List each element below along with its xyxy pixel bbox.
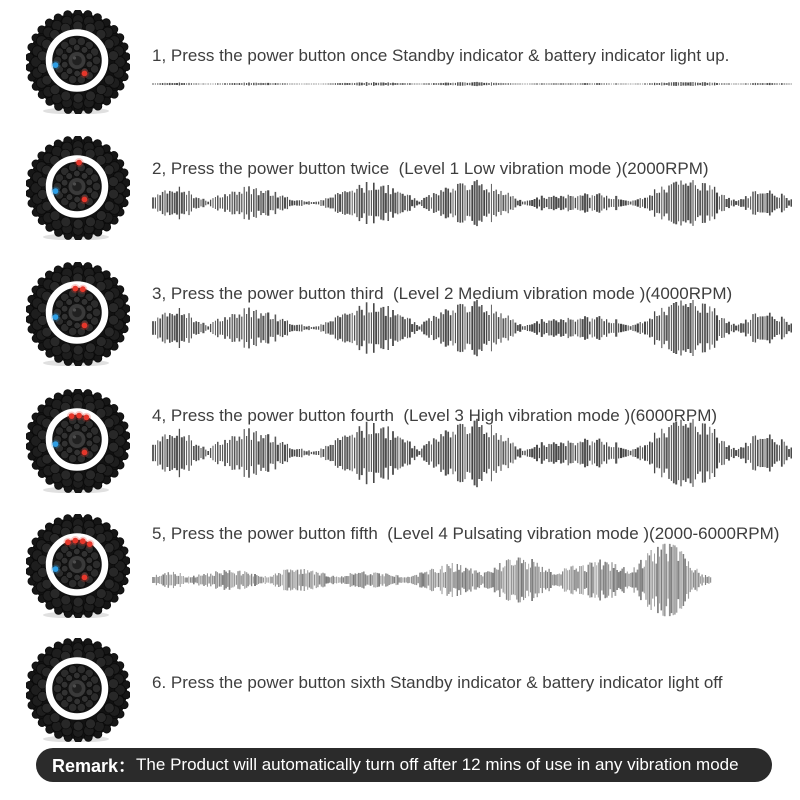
step-content bbox=[152, 260, 794, 362]
step-5-instruction: 5, Press the power button fifth (Level 4 Pulsating vibration mode )(2000-6000RPM) bbox=[152, 524, 780, 543]
instruction-row-3 bbox=[26, 260, 794, 366]
massage-ball-image bbox=[26, 262, 130, 366]
step-content bbox=[152, 512, 794, 622]
vibration-waveform-medium bbox=[152, 294, 792, 362]
step-content bbox=[152, 134, 794, 232]
remark-label: Remark： bbox=[52, 756, 137, 776]
massage-ball-image bbox=[26, 638, 130, 742]
vibration-waveform-low bbox=[152, 174, 792, 232]
step-4-instruction: 4, Press the power button fourth (Level 3 High vibration mode )(6000RPM) bbox=[152, 406, 718, 425]
step-2-instruction: 2, Press the power button twice (Level 1 Low vibration mode )(2000RPM) bbox=[152, 159, 709, 178]
instruction-row-4 bbox=[26, 387, 794, 493]
vibration-waveform-standby bbox=[152, 76, 792, 92]
massage-ball-image bbox=[26, 10, 130, 114]
vibration-waveform-pulsating bbox=[152, 538, 712, 622]
massage-ball-image bbox=[26, 514, 130, 618]
step-content bbox=[152, 636, 794, 694]
step-content bbox=[152, 8, 794, 92]
remark-banner bbox=[36, 748, 772, 782]
step-content bbox=[152, 387, 794, 493]
step-6-instruction: 6. Press the power button sixth Standby indicator & battery indicator light off bbox=[152, 673, 723, 692]
massage-ball-image bbox=[26, 389, 130, 493]
instruction-row-1 bbox=[26, 8, 794, 114]
instruction-row-6 bbox=[26, 636, 794, 742]
massage-ball-image bbox=[26, 136, 130, 240]
instruction-row-2 bbox=[26, 134, 794, 240]
step-3-instruction: 3, Press the power button third (Level 2 Medium vibration mode )(4000RPM) bbox=[152, 284, 733, 303]
remark-text: The Product will automatically turn off after 12 mins of use in any vibration mode bbox=[136, 755, 739, 774]
vibration-waveform-high bbox=[152, 413, 792, 493]
instruction-row-5 bbox=[26, 512, 794, 622]
step-1-instruction: 1, Press the power button once Standby indicator & battery indicator light up. bbox=[152, 46, 730, 65]
